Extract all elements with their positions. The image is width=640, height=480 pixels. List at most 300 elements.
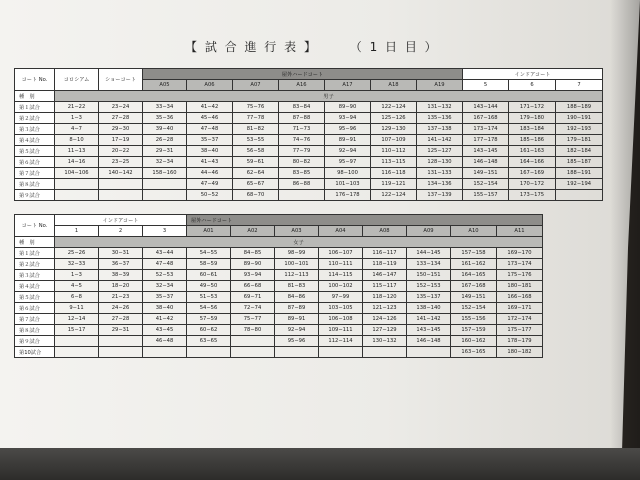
match-cell: 23−24 [99,102,143,113]
match-cell: 6−8 [55,292,99,303]
table-row [15,190,603,201]
match-label: 第７試合 [15,314,55,325]
match-label: 第２試合 [15,259,55,270]
match-cell: 171−172 [509,102,556,113]
match-label: 第９試合 [15,336,55,347]
court-header: 5 [463,80,509,91]
show-court-header: ショーコート [99,69,143,91]
match-cell: 84−85 [231,248,275,259]
match-cell: 41−42 [187,102,233,113]
table-row [15,113,603,124]
match-cell: 83−85 [279,168,325,179]
match-cell [279,190,325,201]
men-schedule-table [14,68,603,201]
match-cell: 106−107 [319,248,363,259]
match-cell: 146−148 [407,336,451,347]
match-label: 第３試合 [15,270,55,281]
match-cell: 60−61 [187,270,231,281]
match-cell: 75−77 [231,314,275,325]
match-cell: 87−89 [275,303,319,314]
match-cell: 152−153 [407,281,451,292]
table-row [15,124,603,135]
match-cell: 35−37 [187,135,233,146]
match-cell: 20−22 [99,146,143,157]
match-cell: 173−174 [463,124,509,135]
match-cell: 38−40 [143,303,187,314]
match-label: 第３試合 [15,124,55,135]
match-cell: 43−44 [143,248,187,259]
match-cell: 116−118 [371,168,417,179]
match-cell: 178−179 [497,336,543,347]
match-label: 第２試合 [15,113,55,124]
match-cell: 95−97 [325,157,371,168]
match-cell: 29−31 [143,146,187,157]
match-cell: 115−117 [363,281,407,292]
match-cell [99,336,143,347]
match-cell: 100−101 [275,259,319,270]
match-cell [99,347,143,358]
court-header: A03 [275,226,319,237]
match-cell: 179−181 [556,135,603,146]
match-cell: 169−171 [497,303,543,314]
court-no-header: コート No. [15,215,55,237]
match-label: 第６試合 [15,303,55,314]
match-cell [187,347,231,358]
match-cell: 157−159 [451,325,497,336]
match-cell: 50−52 [187,190,233,201]
match-cell: 152−154 [463,179,509,190]
indoor-court-header: インドアコート [55,215,187,226]
table-row [15,248,543,259]
court-header: A17 [325,80,371,91]
match-cell: 146−147 [363,270,407,281]
match-cell: 183−184 [509,124,556,135]
match-cell: 62−64 [233,168,279,179]
match-cell: 81−83 [275,281,319,292]
match-cell: 170−172 [509,179,556,190]
match-cell: 180−181 [497,281,543,292]
outdoor-hard-court-header: 屋外ハードコート [187,215,543,226]
laptop-body [0,448,640,480]
match-cell: 161−163 [509,146,556,157]
match-cell: 110−111 [319,259,363,270]
court-header: A19 [417,80,463,91]
table-row [15,292,543,303]
match-cell: 12−14 [55,314,99,325]
match-cell: 164−166 [509,157,556,168]
match-label: 第４試合 [15,281,55,292]
match-label: 第６試合 [15,157,55,168]
match-cell [275,347,319,358]
table-row [15,135,603,146]
match-cell: 75−76 [233,102,279,113]
match-cell: 180−182 [497,347,543,358]
match-cell: 83−84 [279,102,325,113]
match-cell: 89−90 [231,259,275,270]
table-row [15,168,603,179]
match-cell: 17−19 [99,135,143,146]
table-row [15,179,603,190]
match-cell: 32−34 [143,157,187,168]
match-cell: 66−68 [231,281,275,292]
match-cell: 8−10 [55,135,99,146]
match-cell: 133−134 [407,259,451,270]
match-cell: 157−158 [451,248,497,259]
match-cell: 146−148 [463,157,509,168]
category-value: 女子 [55,237,543,248]
court-header: A06 [187,80,233,91]
match-cell: 80−82 [279,157,325,168]
match-cell: 192−194 [556,179,603,190]
match-cell: 69−71 [231,292,275,303]
women-rows [15,248,543,358]
match-cell [143,190,187,201]
match-cell: 18−20 [99,281,143,292]
match-cell [407,347,451,358]
match-cell: 140−142 [99,168,143,179]
match-cell: 77−78 [233,113,279,124]
match-cell: 173−175 [509,190,556,201]
match-cell: 29−30 [99,124,143,135]
match-cell: 103−105 [319,303,363,314]
match-label: 第８試合 [15,179,55,190]
match-cell: 188−191 [556,168,603,179]
match-cell: 29−31 [99,325,143,336]
match-cell: 137−138 [417,124,463,135]
match-cell: 26−28 [143,135,187,146]
match-cell: 144−145 [407,248,451,259]
match-cell: 109−111 [319,325,363,336]
match-cell: 100−102 [319,281,363,292]
match-cell: 84−86 [275,292,319,303]
match-cell: 25−26 [55,248,99,259]
court-header: A07 [233,80,279,91]
match-cell: 41−42 [143,314,187,325]
match-cell: 192−193 [556,124,603,135]
court-header: 6 [509,80,556,91]
match-cell: 141−142 [417,135,463,146]
match-cell [319,347,363,358]
match-cell: 169−170 [497,248,543,259]
match-cell: 97−99 [319,292,363,303]
match-cell: 98−99 [275,248,319,259]
match-cell: 54−55 [187,248,231,259]
match-label: 第１試合 [15,248,55,259]
match-cell: 44−46 [187,168,233,179]
court-header: 2 [99,226,143,237]
match-cell: 72−74 [231,303,275,314]
match-cell: 143−144 [463,102,509,113]
match-cell: 161−162 [451,259,497,270]
court-header: A18 [371,80,417,91]
match-cell: 128−130 [417,157,463,168]
match-cell [363,347,407,358]
court-header: A10 [451,226,497,237]
match-cell: 164−165 [451,270,497,281]
match-cell: 39−40 [143,124,187,135]
match-cell: 185−186 [509,135,556,146]
match-cell: 172−174 [497,314,543,325]
page-shadow [610,0,640,452]
match-cell [99,190,143,201]
court-header: A02 [231,226,275,237]
match-cell: 134−136 [417,179,463,190]
match-cell: 190−191 [556,113,603,124]
match-cell: 167−168 [463,113,509,124]
match-cell: 36−37 [99,259,143,270]
table-row [15,102,603,113]
match-cell: 35−37 [143,292,187,303]
match-cell: 15−17 [55,325,99,336]
match-cell: 188−189 [556,102,603,113]
match-cell: 59−61 [233,157,279,168]
match-cell: 95−96 [275,336,319,347]
match-cell: 35−36 [143,113,187,124]
match-cell: 24−26 [99,303,143,314]
table-row [15,325,543,336]
match-cell: 166−168 [497,292,543,303]
match-cell: 77−79 [279,146,325,157]
match-label: 第４試合 [15,135,55,146]
match-cell: 33−34 [143,102,187,113]
match-label: 第５試合 [15,146,55,157]
match-cell: 175−176 [497,270,543,281]
match-cell: 89−91 [275,314,319,325]
match-cell: 21−23 [99,292,143,303]
title-text: 試 合 進 行 表 [204,40,299,54]
match-cell: 1−3 [55,113,99,124]
match-cell [55,336,99,347]
match-cell: 125−127 [417,146,463,157]
match-cell: 56−58 [233,146,279,157]
match-cell: 160−162 [451,336,497,347]
match-cell: 175−177 [497,325,543,336]
match-cell: 89−91 [325,135,371,146]
match-cell: 53−55 [233,135,279,146]
match-cell: 49−50 [187,281,231,292]
women-schedule-table [14,214,543,358]
match-cell: 113−115 [371,157,417,168]
table-row [15,314,543,325]
match-cell: 131−133 [417,168,463,179]
court-header: 7 [556,80,603,91]
match-cell: 122−124 [371,102,417,113]
match-cell: 138−140 [407,303,451,314]
match-cell: 47−48 [187,124,233,135]
match-cell: 177−178 [463,135,509,146]
match-cell: 32−34 [143,281,187,292]
match-cell: 71−73 [279,124,325,135]
match-cell: 143−145 [463,146,509,157]
match-cell: 95−96 [325,124,371,135]
match-cell: 125−126 [371,113,417,124]
match-cell: 9−11 [55,303,99,314]
match-cell: 68−70 [233,190,279,201]
match-cell [99,179,143,190]
match-cell: 38−40 [187,146,233,157]
title-subtitle: （ 1 日 目 ） [349,40,439,54]
match-cell: 173−174 [497,259,543,270]
match-cell: 182−184 [556,146,603,157]
match-cell [55,179,99,190]
match-cell: 63−65 [187,336,231,347]
match-cell: 51−53 [187,292,231,303]
match-cell: 86−88 [279,179,325,190]
match-cell: 131−132 [417,102,463,113]
indoor-court-header: インドアコート [463,69,603,80]
match-cell: 119−121 [371,179,417,190]
colosseum-header: コロシアム [55,69,99,91]
match-cell [143,179,187,190]
match-cell [231,347,275,358]
table-row [15,259,543,270]
match-cell: 137−139 [417,190,463,201]
match-cell: 112−113 [275,270,319,281]
match-cell: 135−136 [417,113,463,124]
match-cell: 52−53 [143,270,187,281]
match-cell: 150−151 [407,270,451,281]
match-cell: 45−46 [187,113,233,124]
match-cell: 54−56 [187,303,231,314]
match-cell: 110−112 [371,146,417,157]
match-label: 第10試合 [15,347,55,358]
match-cell: 143−145 [407,325,451,336]
table-row [15,157,603,168]
match-cell: 185−187 [556,157,603,168]
court-header: 1 [55,226,99,237]
court-header: A16 [279,80,325,91]
match-label: 第９試合 [15,190,55,201]
category-label: 種 別 [15,91,55,102]
match-cell [231,336,275,347]
match-cell: 118−120 [363,292,407,303]
court-header: A11 [497,226,543,237]
match-cell: 43−45 [143,325,187,336]
match-label: 第１試合 [15,102,55,113]
match-cell: 81−82 [233,124,279,135]
match-cell: 41−43 [187,157,233,168]
court-header: A01 [187,226,231,237]
match-cell: 1−3 [55,270,99,281]
match-cell: 155−156 [451,314,497,325]
match-cell: 87−88 [279,113,325,124]
match-cell: 74−76 [279,135,325,146]
match-cell: 98−100 [325,168,371,179]
match-cell: 179−180 [509,113,556,124]
match-cell: 149−151 [451,292,497,303]
match-cell: 65−67 [233,179,279,190]
match-cell [55,347,99,358]
match-cell: 14−16 [55,157,99,168]
match-cell: 167−169 [509,168,556,179]
court-header: A04 [319,226,363,237]
match-cell: 112−114 [319,336,363,347]
match-cell: 104−106 [55,168,99,179]
match-cell: 11−13 [55,146,99,157]
table-row [15,336,543,347]
match-cell: 27−28 [99,314,143,325]
match-cell: 58−59 [187,259,231,270]
match-cell: 46−48 [143,336,187,347]
table-row [15,281,543,292]
match-cell: 106−108 [319,314,363,325]
match-cell: 152−154 [451,303,497,314]
match-cell: 57−59 [187,314,231,325]
match-cell [143,347,187,358]
match-cell: 93−94 [231,270,275,281]
match-cell: 89−90 [325,102,371,113]
table-row [15,347,543,358]
match-cell: 47−48 [143,259,187,270]
category-value: 男子 [55,91,603,102]
match-cell: 158−160 [143,168,187,179]
court-no-header: コート No. [15,69,55,91]
court-header: A09 [407,226,451,237]
match-cell: 60−62 [187,325,231,336]
match-cell: 21−22 [55,102,99,113]
match-cell: 30−31 [99,248,143,259]
match-cell: 149−151 [463,168,509,179]
match-cell: 127−129 [363,325,407,336]
match-cell: 92−94 [275,325,319,336]
match-cell: 23−25 [99,157,143,168]
match-cell: 176−178 [325,190,371,201]
title-close-bracket: 】 [303,40,318,54]
match-cell: 122−124 [371,190,417,201]
match-cell: 167−168 [451,281,497,292]
match-cell: 155−157 [463,190,509,201]
match-cell: 101−103 [325,179,371,190]
category-label: 種 別 [15,237,55,248]
match-cell: 107−109 [371,135,417,146]
match-label: 第８試合 [15,325,55,336]
court-header: A08 [363,226,407,237]
men-rows [15,102,603,201]
page-title [185,38,439,55]
match-label: 第７試合 [15,168,55,179]
match-cell [556,190,603,201]
match-cell: 4−7 [55,124,99,135]
match-label: 第５試合 [15,292,55,303]
match-cell: 4−5 [55,281,99,292]
court-header: A05 [143,80,187,91]
court-header: 3 [143,226,187,237]
outdoor-hard-court-header: 屋外ハードコート [143,69,463,80]
match-cell: 129−130 [371,124,417,135]
title-open-bracket: 【 [185,40,200,54]
match-cell: 47−49 [187,179,233,190]
match-cell: 116−117 [363,248,407,259]
match-cell: 32−33 [55,259,99,270]
match-cell: 114−115 [319,270,363,281]
table-row [15,270,543,281]
match-cell: 135−137 [407,292,451,303]
match-cell: 78−80 [231,325,275,336]
table-row [15,303,543,314]
match-cell: 93−94 [325,113,371,124]
match-cell [55,190,99,201]
match-cell: 163−165 [451,347,497,358]
match-cell: 124−126 [363,314,407,325]
match-cell: 27−28 [99,113,143,124]
match-cell: 38−39 [99,270,143,281]
match-cell: 92−94 [325,146,371,157]
match-cell: 141−142 [407,314,451,325]
match-cell: 130−132 [363,336,407,347]
match-cell: 121−123 [363,303,407,314]
match-cell: 118−119 [363,259,407,270]
table-row [15,146,603,157]
